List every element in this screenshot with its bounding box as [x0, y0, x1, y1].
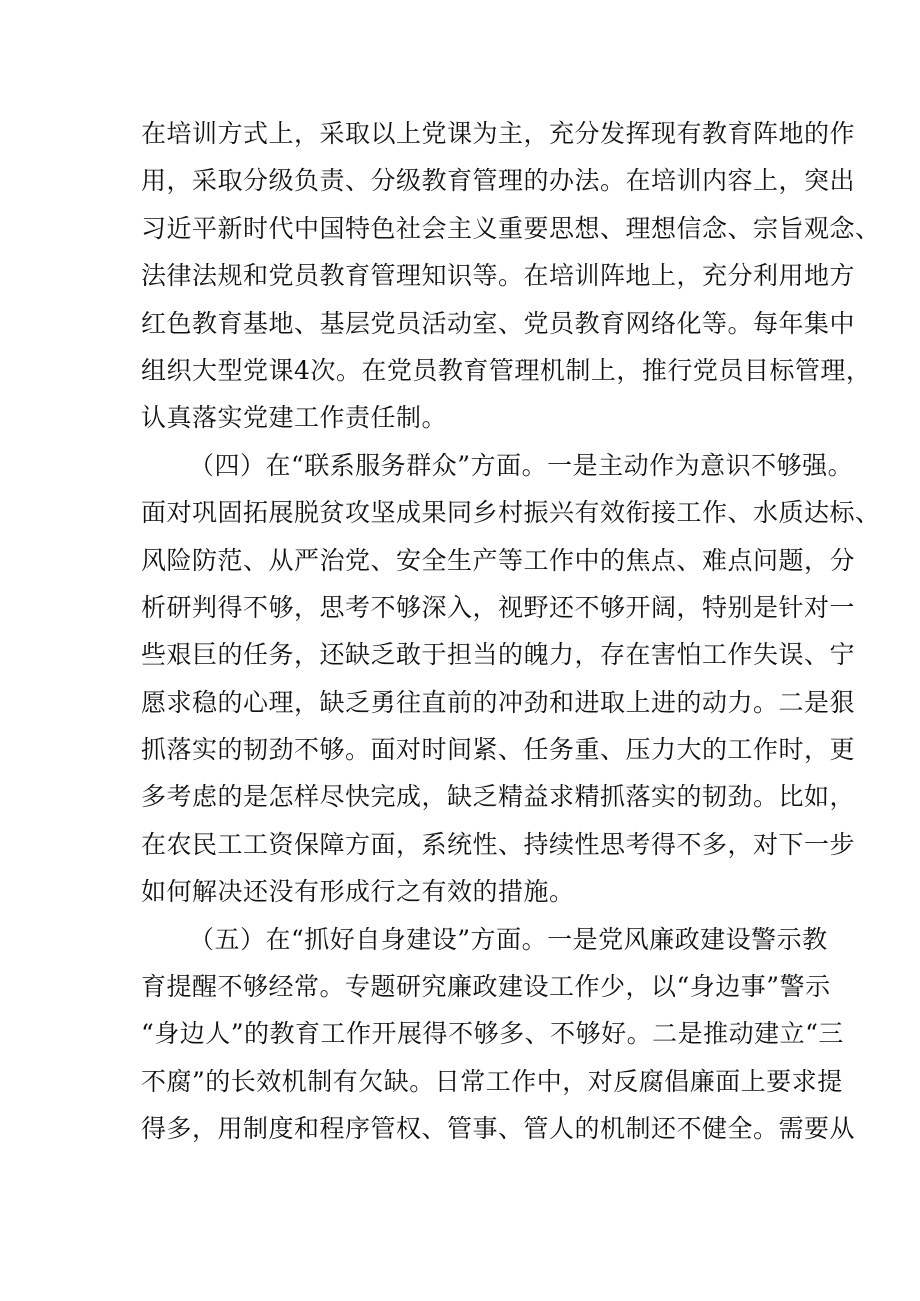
text-line-17: 如何解决还没有形成行之有效的措施。: [141, 877, 575, 907]
text-line-10: 风险防范、从严治党、安全生产等工作中的焦点、难点问题，分: [141, 545, 856, 575]
text-line-16: 在农民工工资保障方面，系统性、持续性思考得不多，对下一步: [141, 829, 856, 859]
text-line-5: 红色教育基地、基层党员活动室、党员教育网络化等。每年集中: [141, 308, 856, 338]
text-line-15: 多考虑的是怎样尽快完成，缺乏精益求精抓落实的韧劲。比如，: [141, 782, 856, 812]
text-line-20: “身边人”的教育工作开展得不够多、不够好。二是推动建立“三: [141, 1019, 844, 1049]
text-line-12: 些艰巨的任务，还缺乏敢于担当的魄力，存在害怕工作失误、宁: [141, 640, 856, 670]
text-line-4: 法律法规和党员教育管理知识等。在培训阵地上，充分利用地方: [141, 261, 856, 291]
text-line-1: 在培训方式上，采取以上党课为主，充分发挥现有教育阵地的作: [141, 119, 856, 148]
text-line-2: 用，采取分级负责、分级教育管理的办法。在培训内容上，突出: [141, 166, 856, 196]
text-line-14: 抓落实的韧劲不够。面对时间紧、任务重、压力大的工作时，更: [141, 735, 856, 765]
text-line-7: 认真落实党建工作责任制。: [141, 403, 448, 433]
section-four-heading-line: （四）在“联系服务群众”方面。一是主动作为意识不够强。: [189, 450, 854, 480]
text-line-21: 不腐”的长效机制有欠缺。日常工作中，对反腐倡廉面上要求提: [141, 1066, 843, 1096]
text-line-13: 愿求稳的心理，缺乏勇往直前的冲劲和进取上进的动力。二是狠: [141, 687, 856, 717]
document-body: [141, 110, 881, 1153]
text-line-6: 组织大型党课4次。在党员教育管理机制上，推行党员目标管理，: [141, 355, 872, 385]
text-line-3: 习近平新时代中国特色社会主义重要思想、理想信念、宗旨观念、: [141, 213, 881, 243]
text-line-9: 面对巩固拓展脱贫攻坚成果同乡村振兴有效衔接工作、水质达标、: [141, 498, 881, 528]
text-line-11: 析研判得不够，思考不够深入，视野还不够开阔，特别是针对一: [141, 592, 856, 622]
text-line-22: 得多，用制度和程序管权、管事、管人的机制还不健全。需要从: [141, 1114, 856, 1144]
section-five-heading-line: （五）在“抓好自身建设”方面。一是党风廉政建设警示教: [189, 924, 828, 954]
text-line-19: 育提醒不够经常。专题研究廉政建设工作少，以“身边事”警示: [141, 972, 831, 1002]
